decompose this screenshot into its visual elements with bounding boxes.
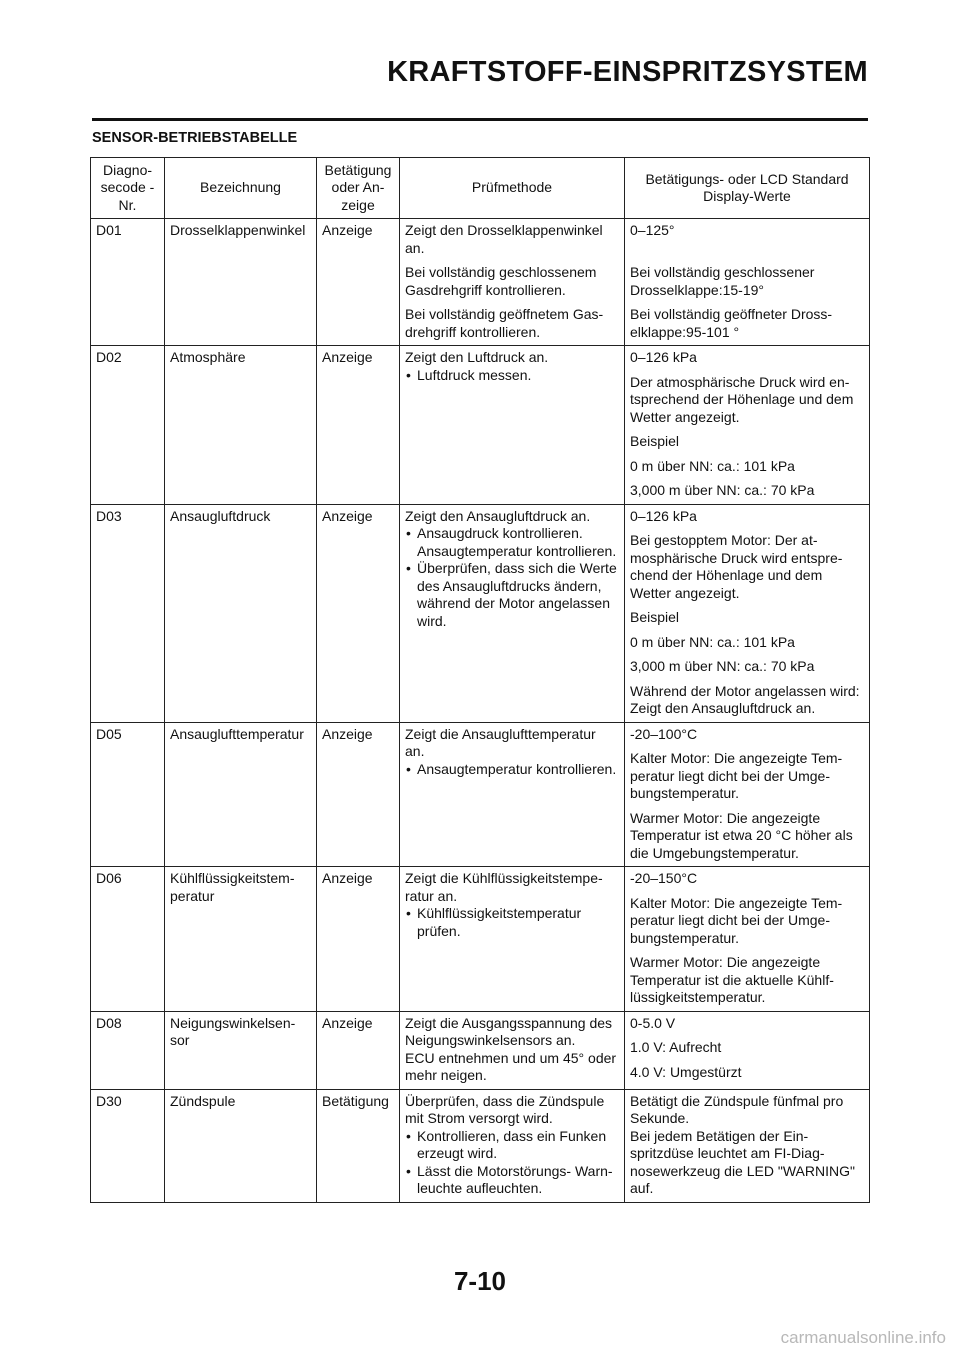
value-text: Bei gestopptem Motor: Der at- mosphärische Druck wird entspre- chend der Höhenlage und dem Wetter angezeigt. xyxy=(630,532,843,601)
value-text: Beispiel xyxy=(630,609,680,625)
value-text: 0 m über NN: ca.: 101 kPa xyxy=(630,457,795,474)
method-bullet: • Überprüfen, dass sich die Werte des Ansaugluftdrucks ändern, während der Motor angelassen wird. xyxy=(405,560,619,630)
diag-code-cell: D03 xyxy=(91,504,165,722)
table-row xyxy=(91,1089,870,1202)
values-cell xyxy=(625,261,870,303)
value-text: 4.0 V: Umgestürzt xyxy=(630,1063,742,1080)
table-row xyxy=(91,1011,870,1089)
diag-code-cell: D02 xyxy=(91,346,165,505)
method-text: Bei vollständig geschlossenem Gasdrehgriff kontrollieren. xyxy=(405,264,597,298)
type-cell: Anzeige xyxy=(317,219,400,346)
value-text: 0 m über NN: ca.: 101 kPa xyxy=(630,633,795,650)
header-rule xyxy=(92,118,868,121)
type-cell: Anzeige xyxy=(317,722,400,867)
value-text: 0–126 kPa xyxy=(630,507,697,524)
value-text: 0–126 kPa xyxy=(630,349,697,365)
table-row xyxy=(91,346,870,505)
method-bullet-list xyxy=(405,761,619,779)
method-cell xyxy=(400,303,625,346)
table-row xyxy=(91,722,870,867)
type-cell: Anzeige xyxy=(317,504,400,722)
value-text: 0-5.0 V xyxy=(630,1014,676,1031)
name-cell: Ansaugluftdruck xyxy=(165,504,317,722)
table-row xyxy=(91,867,870,1012)
method-text: Zeigt den Drosselklappenwinkel an. xyxy=(405,222,603,256)
method-bullet: • Kontrollieren, dass ein Funken erzeugt wird. xyxy=(405,1128,619,1163)
value-text: Beispiel xyxy=(630,433,680,449)
name-cell: Drosselklappenwinkel xyxy=(165,219,317,346)
value-text: 0–125° xyxy=(630,222,675,238)
type-cell: Betätigung xyxy=(317,1089,400,1202)
diag-code-cell: D30 xyxy=(91,1089,165,1202)
name-cell: Kühlflüssigkeitstem- peratur xyxy=(165,867,317,1012)
table-header-row xyxy=(91,158,870,219)
col-name-header: Bezeichnung xyxy=(165,158,317,219)
values-cell xyxy=(625,1011,870,1089)
value-text: Bei vollständig geschlossener Drosselklappe:15-19° xyxy=(630,264,815,298)
method-bullet-list xyxy=(405,1128,619,1198)
method-text: Zeigt die Ausgangsspannung des Neigungswinkelsensors an. ECU entnehmen und um 45° oder mehr neigen. xyxy=(405,1014,617,1083)
values-cell xyxy=(625,867,870,1012)
sensor-table xyxy=(90,157,870,1203)
method-bullet: • Kühlflüssigkeitstemperatur prüfen. xyxy=(405,905,619,940)
value-text: Kalter Motor: Die angezeigte Tem- peratur liegt dicht bei der Umge- bungstemperatur. xyxy=(630,894,843,946)
value-text: Während der Motor angelassen wird: Zeigt den Ansaugluftdruck an. xyxy=(630,682,860,716)
value-text: 3,000 m über NN: ca.: 70 kPa xyxy=(630,658,815,674)
type-cell: Anzeige xyxy=(317,867,400,1012)
values-cell xyxy=(625,1089,870,1202)
method-bullet: • Lässt die Motorstörungs- Warn- leuchte aufleuchten. xyxy=(405,1163,619,1198)
method-text: Überprüfen, dass die Zündspule mit Strom versorgt wird. xyxy=(405,1092,605,1126)
table-body xyxy=(91,219,870,1203)
method-cell xyxy=(400,1089,625,1202)
col-method-header: Prüfmethode xyxy=(400,158,625,219)
method-text: Zeigt den Ansaugluftdruck an. xyxy=(405,507,591,524)
value-text: Der atmosphärische Druck wird en- tsprechend der Höhenlage und dem Wetter angezeigt. xyxy=(630,373,854,425)
type-cell: Anzeige xyxy=(317,346,400,505)
value-text: -20–150°C xyxy=(630,870,698,886)
page-number: 7-10 xyxy=(453,1266,507,1296)
value-text: 3,000 m über NN: ca.: 70 kPa xyxy=(630,482,815,498)
values-cell xyxy=(625,722,870,867)
method-bullet-list xyxy=(405,367,619,385)
values-cell xyxy=(625,303,870,346)
method-text: Zeigt die Ansauglufttemperatur an. xyxy=(405,725,596,759)
page-header-title: KRAFTSTOFF-EINSPRITZSYSTEM xyxy=(387,56,868,88)
section-title: SENSOR-BETRIEBSTABELLE xyxy=(92,130,298,146)
table-header xyxy=(91,158,870,219)
method-cell xyxy=(400,1011,625,1089)
method-text: Zeigt den Luftdruck an. xyxy=(405,349,549,365)
value-text: Bei vollständig geöffneter Dross- elklappe:95-101 ° xyxy=(630,306,833,340)
diag-code-cell: D08 xyxy=(91,1011,165,1089)
method-cell xyxy=(400,219,625,262)
method-text: Zeigt die Kühlflüssigkeitstempe- ratur an. xyxy=(405,870,603,904)
type-cell: Anzeige xyxy=(317,1011,400,1089)
name-cell: Ansauglufttemperatur xyxy=(165,722,317,867)
method-bullet: • Ansaugtemperatur kontrollieren. xyxy=(405,761,619,779)
col-values-header: Betätigungs- oder LCD Standard Display-Werte xyxy=(625,158,870,219)
diag-code-cell: D01 xyxy=(91,219,165,346)
values-cell xyxy=(625,219,870,262)
value-text: Betätigt die Zündspule fünfmal pro Sekunde. Bei jedem Betätigen der Ein- spritzdüse leuchtet am FI-Diag- nosewerkzeug die LED "WARNING" auf. xyxy=(630,1092,855,1196)
method-bullet-list xyxy=(405,905,619,940)
method-cell xyxy=(400,261,625,303)
value-text: 1.0 V: Aufrecht xyxy=(630,1039,722,1055)
table-row xyxy=(91,504,870,722)
method-text: Bei vollständig geöffnetem Gas- drehgriff kontrollieren. xyxy=(405,306,604,340)
method-bullet-list xyxy=(405,525,619,630)
value-text: Warmer Motor: Die angezeigte Temperatur ist die aktuelle Kühlf- lüssigkeitstemperatur. xyxy=(630,954,834,1005)
method-bullet: • Ansaugdruck kontrollieren. Ansaugtemperatur kontrollieren. xyxy=(405,525,619,560)
method-cell xyxy=(400,867,625,1012)
method-cell xyxy=(400,346,625,505)
method-cell xyxy=(400,722,625,867)
name-cell: Neigungswinkelsen- sor xyxy=(165,1011,317,1089)
value-text: -20–100°C xyxy=(630,725,698,742)
value-text: Warmer Motor: Die angezeigte Temperatur ist etwa 20 °C höher als die Umgebungstemperatur. xyxy=(630,809,853,861)
method-cell xyxy=(400,504,625,722)
method-bullet: • Luftdruck messen. xyxy=(405,367,619,385)
col-type-header: Betätigung oder An- zeige xyxy=(317,158,400,219)
name-cell: Atmosphäre xyxy=(165,346,317,505)
table-row xyxy=(91,219,870,262)
watermark: carmanualsonline.info xyxy=(780,1328,946,1347)
value-text: Kalter Motor: Die angezeigte Tem- peratur liegt dicht bei der Umge- bungstemperatur. xyxy=(630,750,843,801)
name-cell: Zündspule xyxy=(165,1089,317,1202)
diag-code-cell: D05 xyxy=(91,722,165,867)
values-cell xyxy=(625,346,870,505)
values-cell xyxy=(625,504,870,722)
col-diag-code-header: Diagno- secode - Nr. xyxy=(91,158,165,219)
diag-code-cell: D06 xyxy=(91,867,165,1012)
